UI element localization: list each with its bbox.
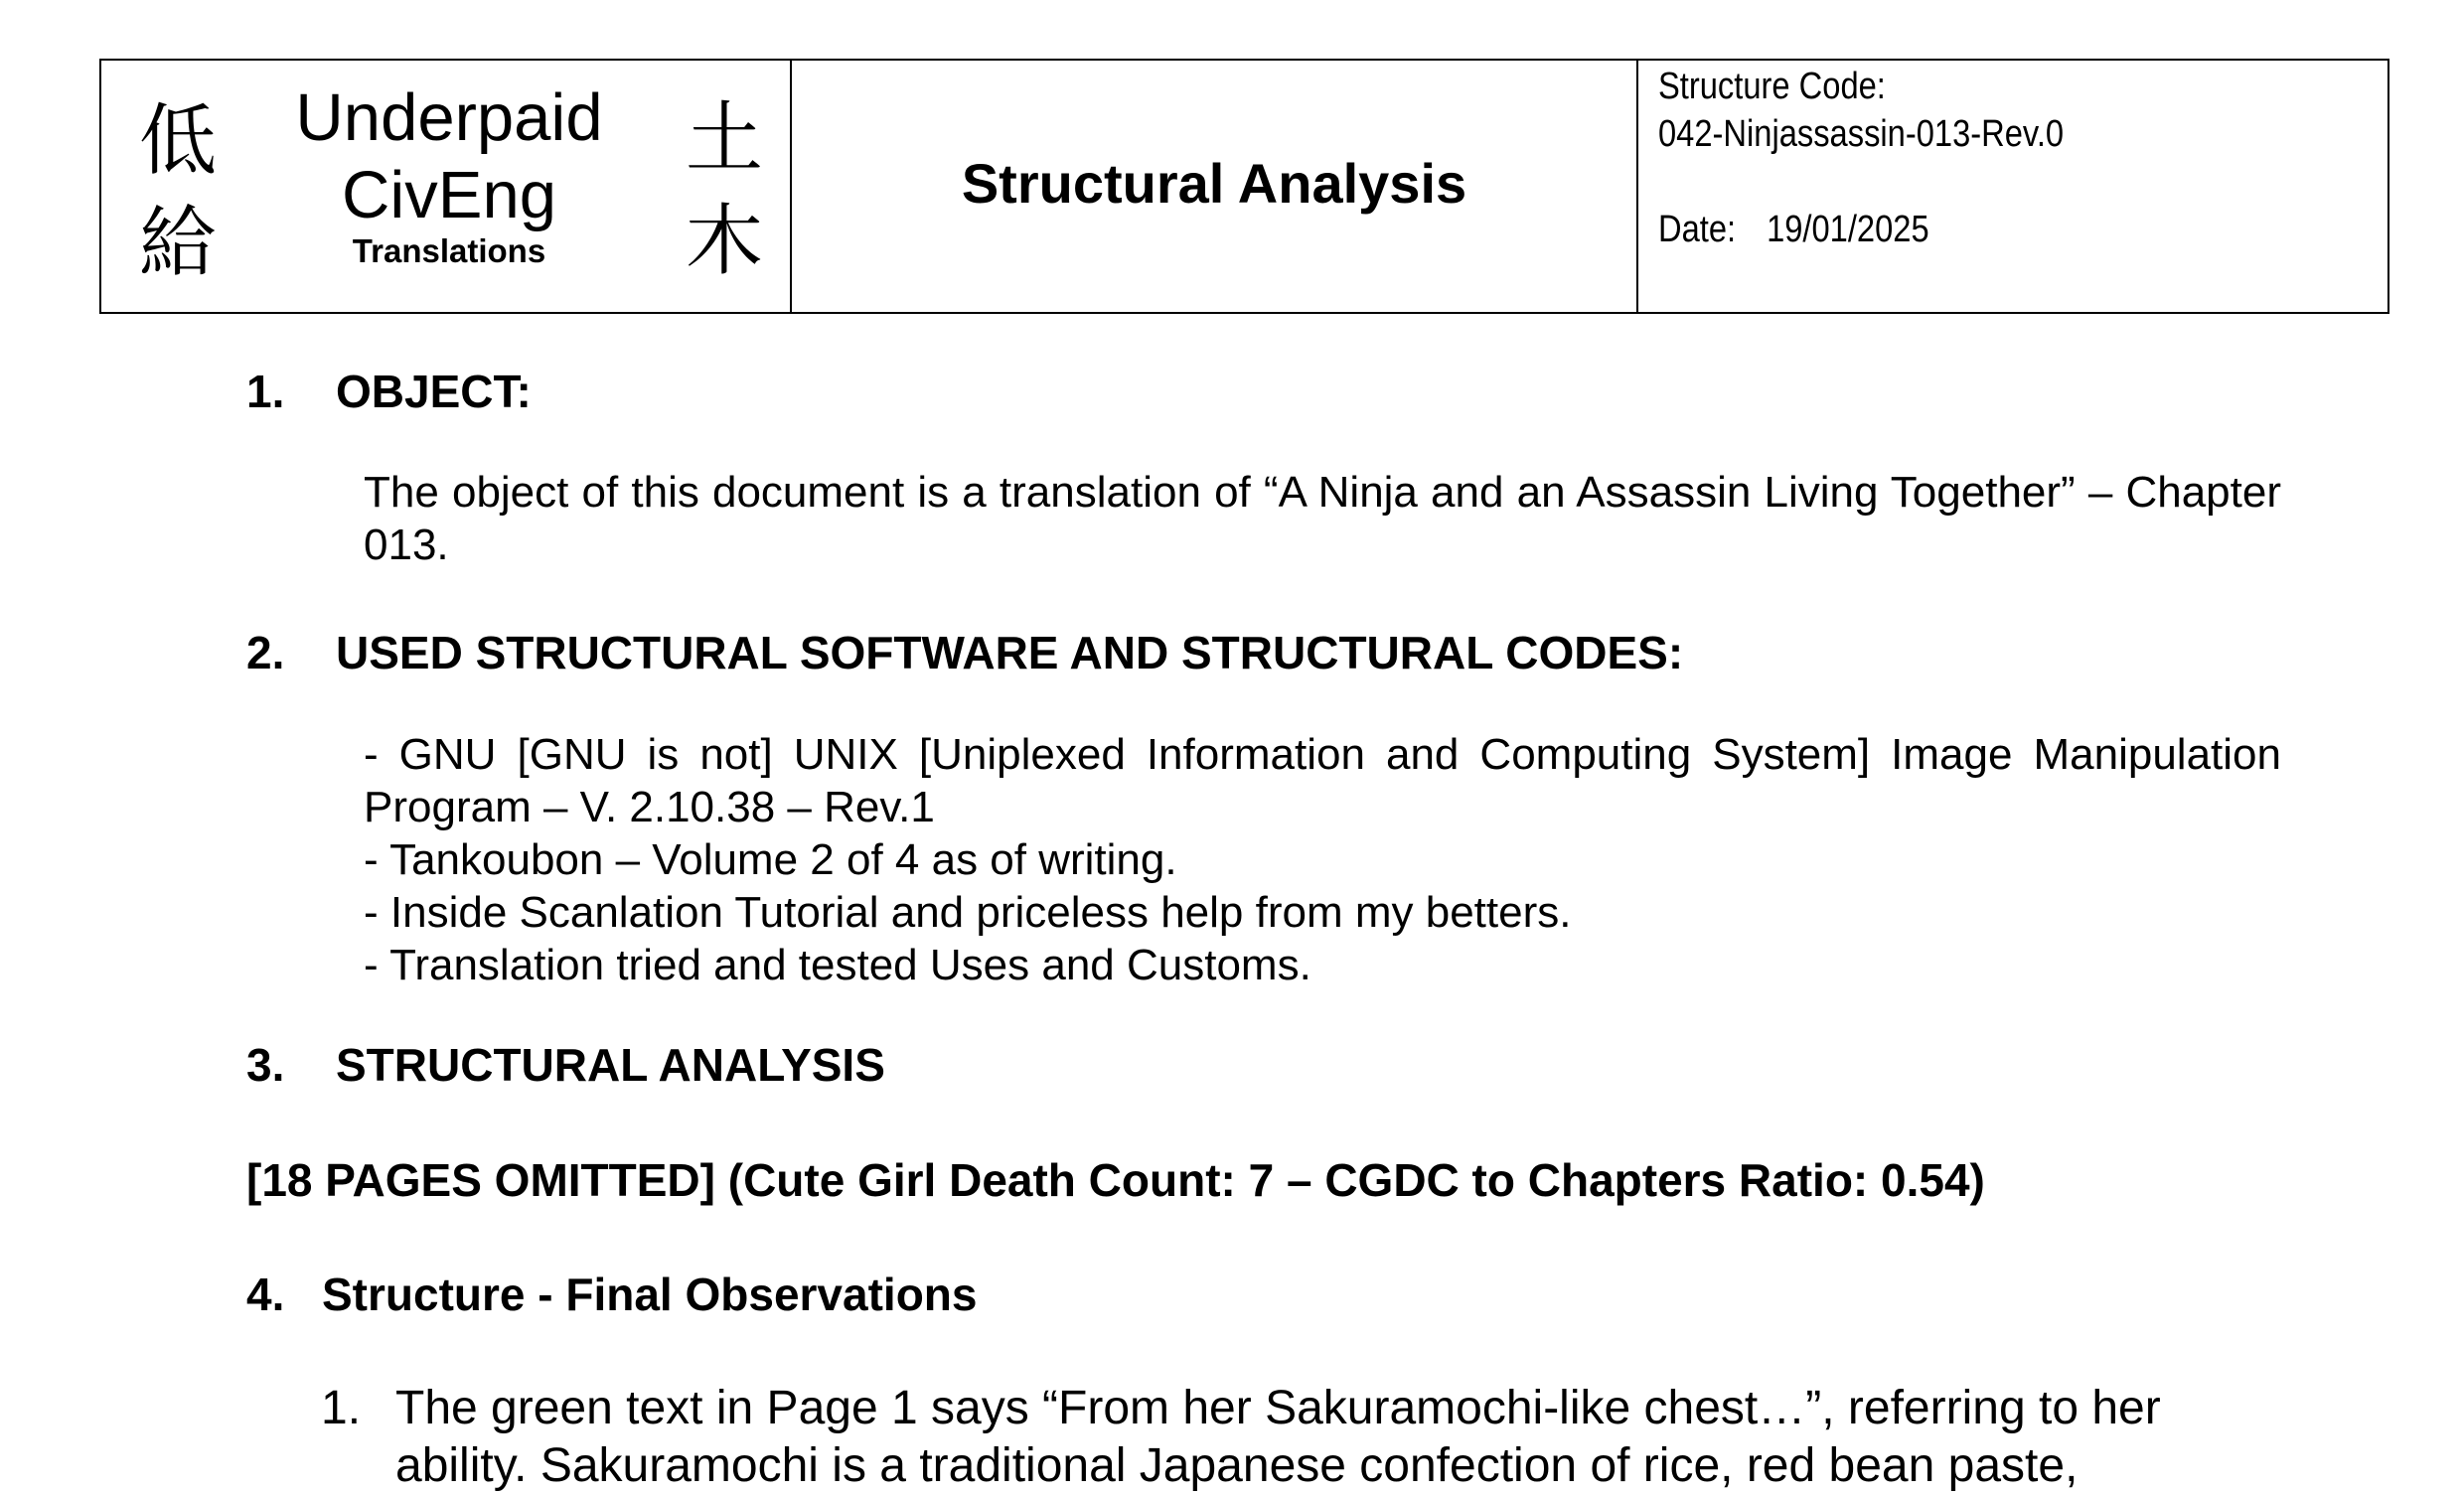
date-value: 19/01/2025 (1767, 209, 1929, 250)
logo-kanji: 土 (686, 94, 764, 184)
section-title: Structure - Final Observations (322, 1269, 978, 1320)
section-number: 4. (246, 1269, 285, 1320)
section-heading-analysis (246, 1038, 885, 1093)
list-item-number: 1. (321, 1382, 362, 1434)
section-title: USED STRUCTURAL SOFTWARE AND STRUCTURAL CODES: (336, 627, 1684, 678)
logo-kanji: 低 (139, 96, 218, 186)
document-title: Structural Analysis (961, 152, 1467, 215)
section-number: 2. (246, 627, 285, 678)
list-item (321, 1380, 2288, 1495)
software-line: - Tankoubon – Volume 2 of 4 as of writing. (364, 835, 1177, 884)
logo-cell (101, 61, 792, 312)
software-list (364, 728, 2281, 991)
section-number: 1. (246, 366, 285, 417)
date-label: Date: (1658, 209, 1737, 250)
list-item-text: The green text in Page 1 says “From her Sakuramochi-like chest…”, referring to her ability. Sakuramochi is a traditional Japanese confection of rice, red bean paste, (395, 1382, 2161, 1492)
section-heading-object (246, 365, 532, 419)
omitted-pages-notice: [18 PAGES OMITTED] (Cute Girl Death Count: 7 – CGDC to Chapters Ratio: 0.54) (246, 1154, 1985, 1206)
software-line: - Translation tried and tested Uses and Customs. (364, 941, 1311, 989)
logo-text-civeng: CivEng (342, 158, 556, 232)
logo-kanji: 木 (686, 197, 764, 286)
title-cell (792, 61, 1638, 312)
software-line: Program – V. 2.10.38 – Rev.1 (364, 783, 935, 831)
section-number: 3. (246, 1039, 285, 1091)
section-title: STRUCTURAL ANALYSIS (336, 1039, 885, 1091)
logo-text-translations: Translations (352, 232, 546, 269)
structure-code-label: Structure Code: (1658, 66, 1886, 107)
section-heading-software (246, 626, 1683, 680)
meta-cell (1638, 61, 2387, 312)
header-table (99, 59, 2389, 314)
logo-kanji: 給 (139, 199, 218, 288)
object-paragraph: The object of this document is a translation of “A Ninja and an Assassin Living Together” – Chapter 013. (364, 468, 2281, 569)
date-row (1658, 208, 1929, 253)
logo-text-underpaid: Underpaid (295, 80, 603, 155)
section-title: OBJECT: (336, 366, 532, 417)
structure-code-value: 042-Ninjassassin-013-Rev.0 (1658, 113, 2065, 155)
software-line: - Inside Scanlation Tutorial and priceless help from my betters. (364, 888, 1572, 937)
section-heading-final-observations (246, 1268, 977, 1322)
software-line: - GNU [GNU is not] UNIX [Uniplexed Information and Computing System] Image Manipulation (364, 730, 2281, 779)
